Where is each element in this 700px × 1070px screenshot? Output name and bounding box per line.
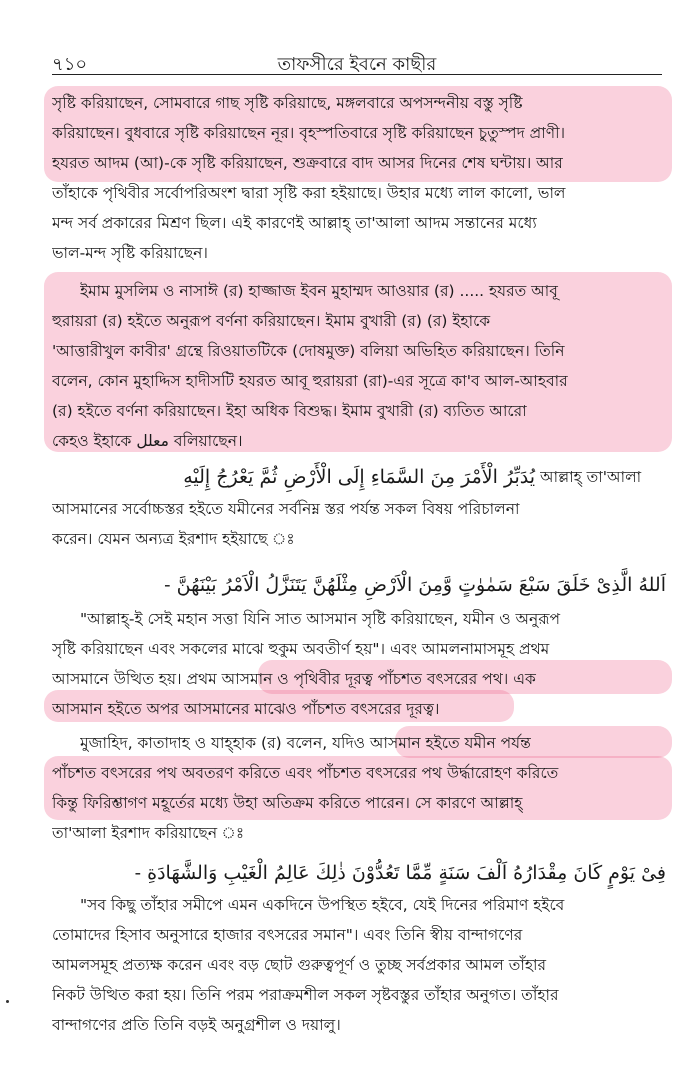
text-line: কেহও ইহাকে معلل বলিয়াছেন। bbox=[52, 432, 243, 450]
text-line: আসমান হইতে অপর আসমানের মাঝেও পাঁচশত বৎসরের দূরত্ব। bbox=[52, 700, 440, 718]
text-line: আমলসমূহ প্রত্যক্ষ করেন এবং বড় ছোট গুরুত্বপূর্ণ ও তুচ্ছ সর্বপ্রকার আমল তাঁহার bbox=[52, 956, 547, 974]
text-line: ইমাম মুসলিম ও নাসাঈ (র) হাজ্জাজ ইবন মুহাম্মদ আওয়ার (র) ..... হযরত আবূ bbox=[80, 282, 558, 300]
arabic-verse: يُدَبِّرُ الْأَمْرَ مِنَ السَّمَاءِ إِلَى الْأَرْضِ ثُمَّ يَعْرُجُ إِلَيْهِ bbox=[183, 466, 535, 488]
page-header bbox=[52, 48, 662, 75]
page-number: ৭১০ bbox=[52, 54, 88, 75]
text-line: "আল্লাহ্-ই সেই মহান সত্তা যিনি সাত আসমান সৃষ্টি করিয়াছেন, যমীন ও অনুরূপ bbox=[80, 610, 561, 628]
text-line: সৃষ্টি করিয়াছেন, সোমবারে গাছ সৃষ্টি করিয়াছে, মঙ্গলবারে অপসন্দনীয় বস্তু সৃষ্টি bbox=[52, 94, 523, 112]
text-line: বলেন, কোন মুহাদ্দিস হাদীসটি হযরত আবূ হুরায়রা (রা)-এর সূত্রে কা'ব আল-আহবার bbox=[52, 372, 568, 390]
text-line: (র) হইতে বর্ণনা করিয়াছেন। ইহা অধিক বিশুদ্ধ। ইমাম বুখারী (র) ব্যতিত আরো bbox=[52, 402, 527, 420]
text-line: আসমানের সর্বোচ্চস্তর হইতে যমীনের সর্বনিম্ন স্তর পর্যন্ত সকল বিষয় পরিচালনা bbox=[52, 500, 520, 518]
text-line: করেন। যেমন অন্যত্র ইরশাদ হইয়াছে ঃ bbox=[52, 530, 295, 548]
text-line: তাঁহাকে পৃথিবীর সর্বোপরিঅংশ দ্বারা সৃষ্টি করা হইয়াছে। উহার মধ্যে লাল কালো, ভাল bbox=[52, 184, 566, 202]
arabic-verse: اَللهُ الَّذِىْ خَلَقَ سَبْعَ سَمٰوٰتٍ وَّمِنَ الْاَرْضِ مِثْلَهُنَّ يَتَنَزَّلُ الْاَمْرُ بَيْنَهُنَّ - bbox=[164, 574, 666, 596]
text-line: কিন্তু ফিরিশ্তাগণ মহূর্তের মধ্যে উহা অতিক্রম করিতে পারেন। সে কারণে আল্লাহ্ bbox=[52, 794, 523, 812]
text-line: আসমানে উত্থিত হয়। প্রথম আসমান ও পৃথিবীর দূরত্ব পাঁচশত বৎসরের পথ। এক bbox=[52, 670, 536, 688]
text-line: মন্দ সর্ব প্রকারের মিশ্রণ ছিল। এই কারণেই আল্লাহ্ তা'আলা আদম সন্তানের মধ্যে bbox=[52, 214, 537, 232]
text-line: মুজাহিদ, কাতাদাহ ও যাহ্হাক (র) বলেন, যদিও আসমান হইতে যমীন পর্যন্ত bbox=[80, 734, 531, 752]
running-title: তাফসীরে ইবনে কাছীর bbox=[277, 54, 437, 75]
arabic-verse: فِىْ يَوْمٍ كَانَ مِقْدَارُهُ اَلْفَ سَنَةٍ مِّمَّا تَعُدُّوْنَ ذٰلِكَ عَالِمُ الْغَيْبِ وَالشَّهَادَةِ - bbox=[134, 862, 666, 884]
text-line: হুরায়রা (র) হইতে অনুরূপ বর্ণনা করিয়াছেন। ইমাম বুখারী (র) (র) ইহাকে bbox=[52, 312, 491, 330]
text-line: হযরত আদম (আ)-কে সৃষ্টি করিয়াছেন, শুক্রবারে বাদ আসর দিনের শেষ ঘন্টায়। আর bbox=[52, 154, 563, 172]
text-line: তোমাদের হিসাব অনুসারে হাজার বৎসরের সমান"। এবং তিনি স্বীয় বান্দাগণের bbox=[52, 926, 523, 944]
text-line: 'আত্তারীখুল কাবীর' গ্রন্থে রিওয়াতটিকে (দোষমুক্ত) বলিয়া অভিহিত করিয়াছেন। তিনি bbox=[52, 342, 565, 360]
text-line: নিকট উত্থিত করা হয়। তিনি পরম পরাক্রমশীল সকল সৃষ্টবস্তুর তাঁহার অনুগত। তাঁহার bbox=[52, 986, 559, 1004]
text-line: করিয়াছেন। বুধবারে সৃষ্টি করিয়াছেন নূর। বৃহস্পতিবারে সৃষ্টি করিয়াছেন চুতুস্পদ প্রাণী। bbox=[52, 124, 566, 142]
text-line: বান্দাগণের প্রতি তিনি বড়ই অনুগ্রশীল ও দয়ালু। bbox=[52, 1016, 341, 1034]
margin-dot bbox=[6, 1000, 9, 1003]
text-line: ভাল-মন্দ সৃষ্টি করিয়াছেন। bbox=[52, 244, 208, 262]
text-line: তা'আলা ইরশাদ করিয়াছেন ঃ bbox=[52, 824, 245, 842]
text-line: "সব কিছু তাঁহার সমীপে এমন একদিনে উপস্থিত হইবে, যেই দিনের পরিমাণ হইবে bbox=[80, 896, 565, 914]
text-line: আল্লাহ্ তা'আলা bbox=[540, 468, 642, 486]
text-line: সৃষ্টি করিয়াছেন এবং সকলের মাঝে হুকুম অবতীর্ণ হয়"। এবং আমলনামাসমূহ প্রথম bbox=[52, 640, 550, 658]
text-line: পাঁচশত বৎসরের পথ অবতরণ করিতে এবং পাঁচশত বৎসরের পথ উর্দ্ধারোহণ করিতে bbox=[52, 764, 559, 782]
